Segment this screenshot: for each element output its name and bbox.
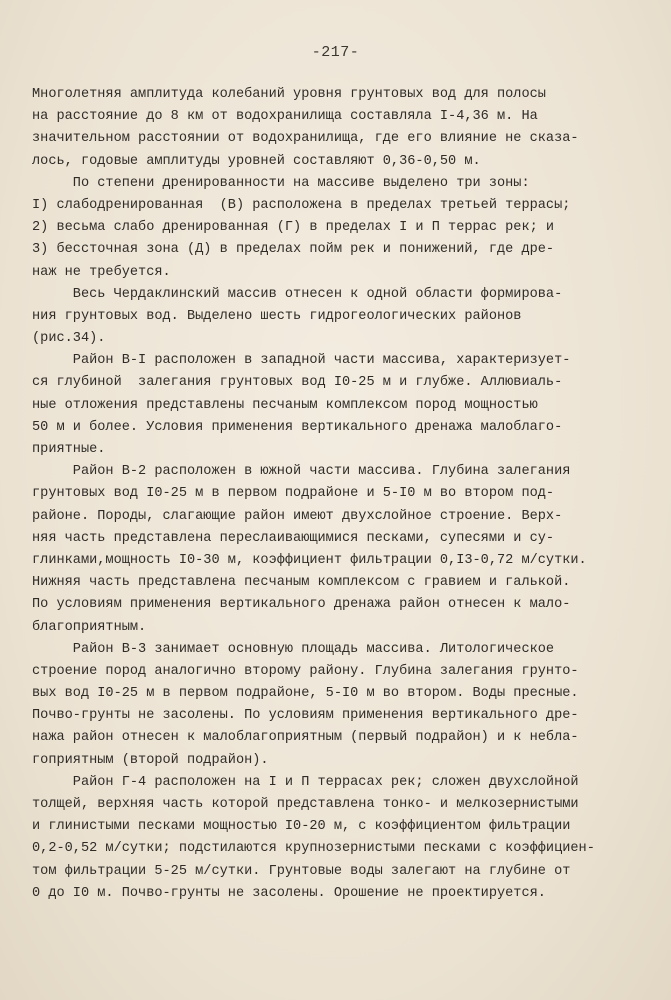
page-number: -217- (311, 44, 360, 61)
text-line: лось, годовые амплитуды уровней составляют 0,36-0,50 м. (32, 153, 481, 169)
text-line: приятные. (32, 442, 106, 457)
text-line: глинками,мощность I0-30 м, коэффициент фильтрации 0,I3-0,72 м/сутки. (32, 552, 587, 568)
text-line: Весь Чердаклинский массив отнесен к одной области формирова- (32, 286, 563, 302)
text-line: строение пород аналогично второму району. Глубина залегания грунто- (32, 663, 579, 679)
text-line: 50 м и более. Условия применения вертикального дренажа малоблаго- (32, 419, 563, 435)
body-text (32, 84, 644, 905)
text-line: I) слабодренированная (В) расположена в пределах третьей террасы; (32, 197, 571, 213)
text-line: ния грунтовых вод. Выделено шесть гидрогеологических районов (32, 308, 522, 324)
text-line: на расстояние до 8 км от водохранилища составляла I-4,36 м. На (32, 109, 538, 125)
text-line: вых вод I0-25 м в первом подрайоне, 5-I0 м во втором. Воды пресные. (32, 686, 579, 702)
text-line: Район В-I расположен в западной части массива, характеризует- (32, 353, 571, 369)
text-line: благоприятным. (32, 619, 147, 635)
text-line: По степени дренированности на массиве выделено три зоны: (32, 175, 530, 191)
text-line: ся глубиной залегания грунтовых вод I0-25 м и глубже. Аллювиаль- (32, 375, 563, 391)
text-line: 0,2-0,52 м/сутки; подстилаются крупнозернистыми песками с коэффициен- (32, 841, 595, 857)
text-line: Нижняя часть представлена песчаным комплексом с гравием и галькой. (32, 575, 571, 591)
text-line: По условиям применения вертикального дренажа район отнесен к мало- (32, 597, 571, 613)
text-line: Район В-2 расположен в южной части массива. Глубина залегания (32, 464, 571, 480)
text-line: Район В-3 занимает основную площадь массива. Литологическое (32, 641, 555, 657)
text-line: няя часть представлена переслаивающимися песками, супесями и су- (32, 530, 555, 546)
text-line: Район Г-4 расположен на I и П террасах рек; сложен двухслойной (32, 774, 579, 790)
text-line: 2) весьма слабо дренированная (Г) в пределах I и П террас рек; и (32, 220, 555, 236)
text-line: Многолетняя амплитуда колебаний уровня грунтовых вод для полосы (32, 87, 546, 102)
text-line: и глинистыми песками мощностью I0-20 м, с коэффициентом фильтрации (32, 819, 571, 835)
text-line: Почво-грунты не засолены. По условиям применения вертикального дре- (32, 708, 579, 724)
text-line: том фильтрации 5-25 м/сутки. Грунтовые воды залегают на глубине от (32, 863, 571, 879)
text-line: районе. Породы, слагающие район имеют двухслойное строение. Верх- (32, 508, 563, 524)
text-line: грунтовых вод I0-25 м в первом подрайоне и 5-I0 м во втором под- (32, 486, 555, 502)
text-line: гоприятным (второй подрайон). (32, 752, 269, 768)
text-line: наж не требуется. (32, 264, 171, 280)
text-line: толщей, верхняя часть которой представлена тонко- и мелкозернистыми (32, 797, 579, 812)
text-line: 0 до I0 м. Почво-грунты не засолены. Орошение не проектируется. (32, 885, 546, 901)
text-line: (рис.34). (32, 331, 106, 347)
text-line: 3) бессточная зона (Д) в пределах пойм рек и понижений, где дре- (32, 242, 555, 258)
text-line: нажа район отнесен к малоблагоприятным (первый подрайон) и к неблa- (32, 730, 579, 746)
text-line: ные отложения представлены песчаным комплексом пород мощностью (32, 397, 538, 413)
text-line: значительном расстоянии от водохранилища, где его влияние не сказа- (32, 131, 579, 147)
